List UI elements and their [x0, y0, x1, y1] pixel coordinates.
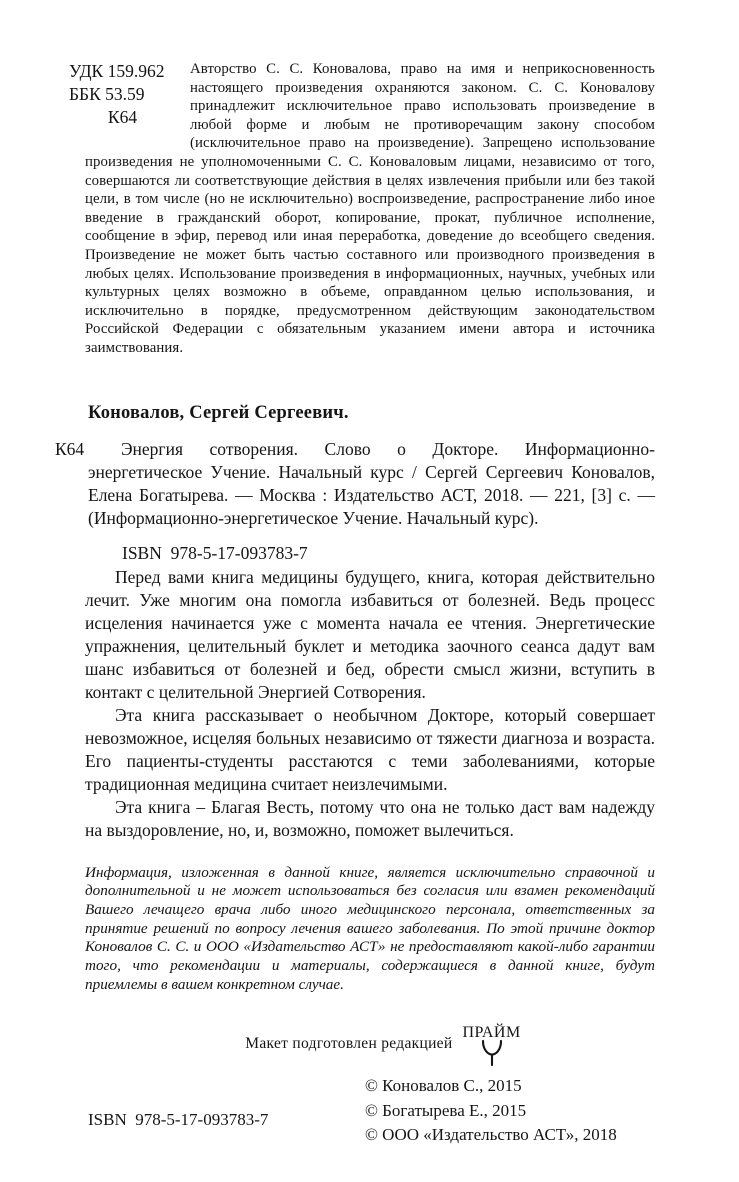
k64-code: К64: [107, 107, 138, 127]
catalog-text: Энергия сотворения. Слово о Докторе. Информационно-энергетическое Учение. Начальный курс / Сергей Сергеевич Коновалов, Елена Богатырева. — Москва : Издательство АСТ, 2018. — 221, [3] с. — (Информационно-энергетическое Учение. Начальный курс).: [88, 438, 655, 528]
copyright-line: © ООО «Издательство АСТ», 2018: [365, 1125, 617, 1145]
praim-chalice-icon: [480, 1042, 504, 1066]
copyright-line: © Коновалов С., 2015: [365, 1076, 522, 1096]
annotation-block: [85, 566, 655, 842]
udk-code: УДК 159.962: [69, 61, 165, 81]
praim-logo-name: ПРАЙМ: [462, 1024, 521, 1042]
footer-section: [85, 1074, 655, 1148]
isbn-bottom: ISBN 978-5-17-093783-7: [88, 1110, 269, 1130]
praim-logo: [462, 1024, 520, 1066]
annotation-paragraph: Эта книга – Благая Весть, потому что она не только даст вам надежду на выздоровление, но, и, возможно, поможет вылечиться.: [85, 796, 655, 840]
annotation-paragraph: Перед вами книга медицины будущего, книга, которая действительно лечит. Уже многим она помогла избавиться от болезней. Ведь процесс исцеления начинается уже с момента начала ее чтения. Энергетические упражнения, целительный буклет и методика заочного сеанса дадут вам шанс избавиться от болезней и бед, обрести смысл жизни, вступить в контакт с целительной Энергией Сотворения.: [85, 566, 655, 702]
maket-caption: Макет подготовлен редакцией: [245, 1035, 453, 1053]
bbk-code: ББК 53.59: [69, 84, 145, 104]
author-heading: Коновалов, Сергей Сергеевич.: [88, 402, 349, 423]
catalog-entry: [55, 438, 655, 530]
maket-row: [98, 1024, 668, 1066]
isbn-line: ISBN 978-5-17-093783-7: [122, 542, 308, 563]
legal-section: [69, 60, 655, 358]
legal-notice: Авторство С. С. Коновалова, право на имя и неприкосновенность настоящего произведения охраняются законом. С. С. Коновалову принадлежит исключительное право использовать произведение в любой форме и любым не противоречащим закону способом (исключительное право на произведение). Запрещено использование произведения не уполномоченными С. С. Коноваловым лицами, независимо от того, совершаются ли соответствующие действия в целях извлечения прибыли или без такой цели, в том числе (но не исключительно) воспроизведение, распространение либо иное введение в гражданский оборот, копирование, прокат, публичное исполнение, сообщение в эфир, перевод или иная переработка, доведение до всеобщего сведения. Произведение не может быть частью составного или производного произведения в любых целях. Использование произведения в информационных, научных, учебных или культурных целях возможно в объеме, оправданном целью использования, и исключительно в порядке, предусмотренном действующим законодательством Российской Федерации с обязательным указанием имени автора и источника заимствования.: [85, 61, 655, 356]
annotation-paragraph: Эта книга рассказывает о необычном Докторе, который совершает невозможное, исцеляя больных независимо от тяжести диагноза и возраста. Его пациенты-студенты расстаются с теми заболеваниями, которые традиционная медицина считает неизлечимыми.: [85, 704, 655, 794]
disclaimer-notice: Информация, изложенная в данной книге, является исключительно справочной и дополнительной и не может использоваться без согласия или взамен рекомендаций Вашего лечащего врача либо иного медицинского персонала, ответственных за принятие решений по вопросу лечения вашего заболевания. По этой причине доктор Коновалов С. С. и ООО «Издательство АСТ» не предоставляют какой-либо гарантии того, что рекомендации и материалы, содержащиеся в данной книге, будут приемлемы в вашем конкретном случае.: [85, 863, 655, 993]
udk-block: [55, 60, 190, 152]
catalog-k64-label: К64: [55, 438, 85, 459]
copyright-block: [365, 1074, 655, 1148]
copyright-line: © Богатырева Е., 2015: [365, 1100, 527, 1120]
